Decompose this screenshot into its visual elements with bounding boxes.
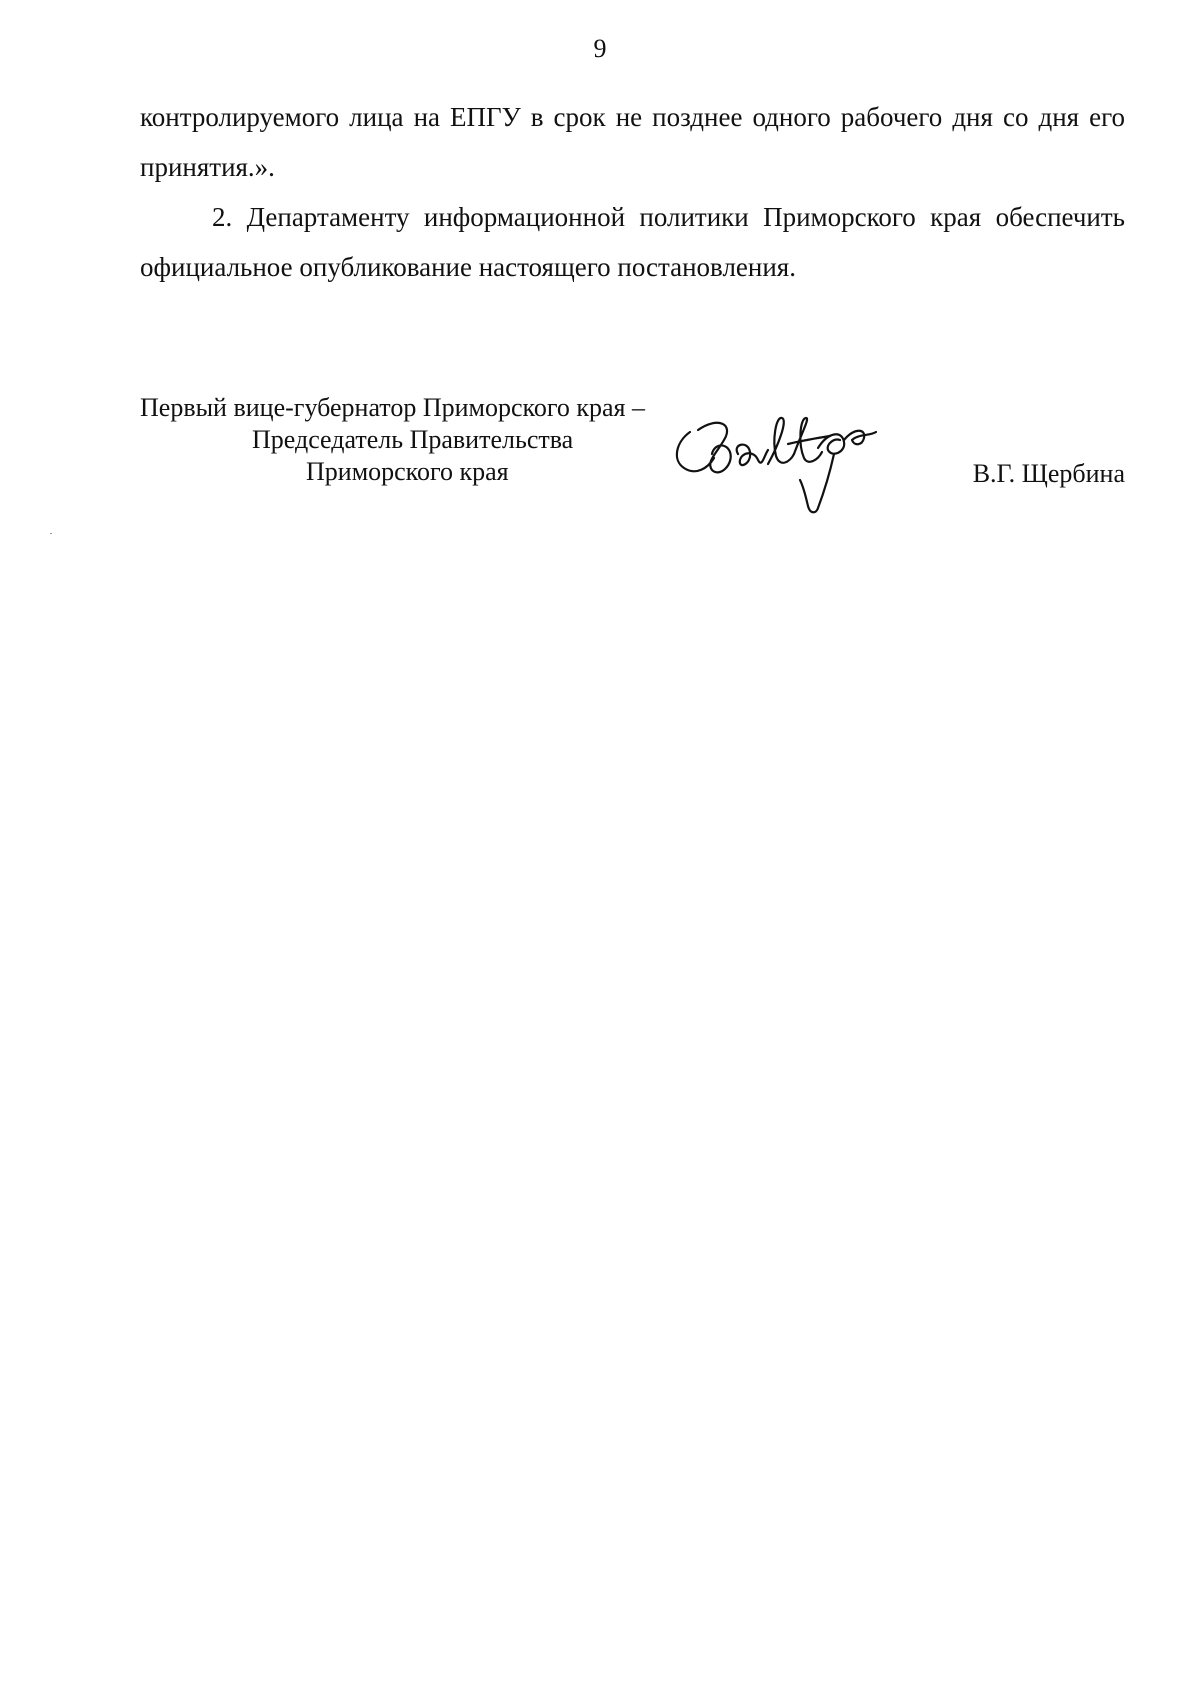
- signer-name: В.Г. Щербина: [972, 459, 1125, 488]
- scan-artifact: [50, 533, 52, 534]
- signer-title-line-2: Председатель Правительства: [252, 425, 574, 454]
- paragraph-continuation: контролируемого лица на ЕПГУ в срок не позднее одного рабочего дня со дня его принятия.».: [140, 102, 1125, 182]
- paragraph-item-2: 2. Департаменту информационной политики Приморского края обеспечить официальное опубликование настоящего постановления.: [140, 202, 1125, 282]
- page-number: 9: [593, 34, 607, 63]
- signer-title-line-1: Первый вице-губернатор Приморского края –: [140, 393, 645, 422]
- signer-title-line-3: Приморского края: [306, 457, 509, 486]
- handwritten-signature-icon: [668, 410, 888, 522]
- signature-block: [140, 392, 1125, 522]
- document-body: [140, 92, 1125, 292]
